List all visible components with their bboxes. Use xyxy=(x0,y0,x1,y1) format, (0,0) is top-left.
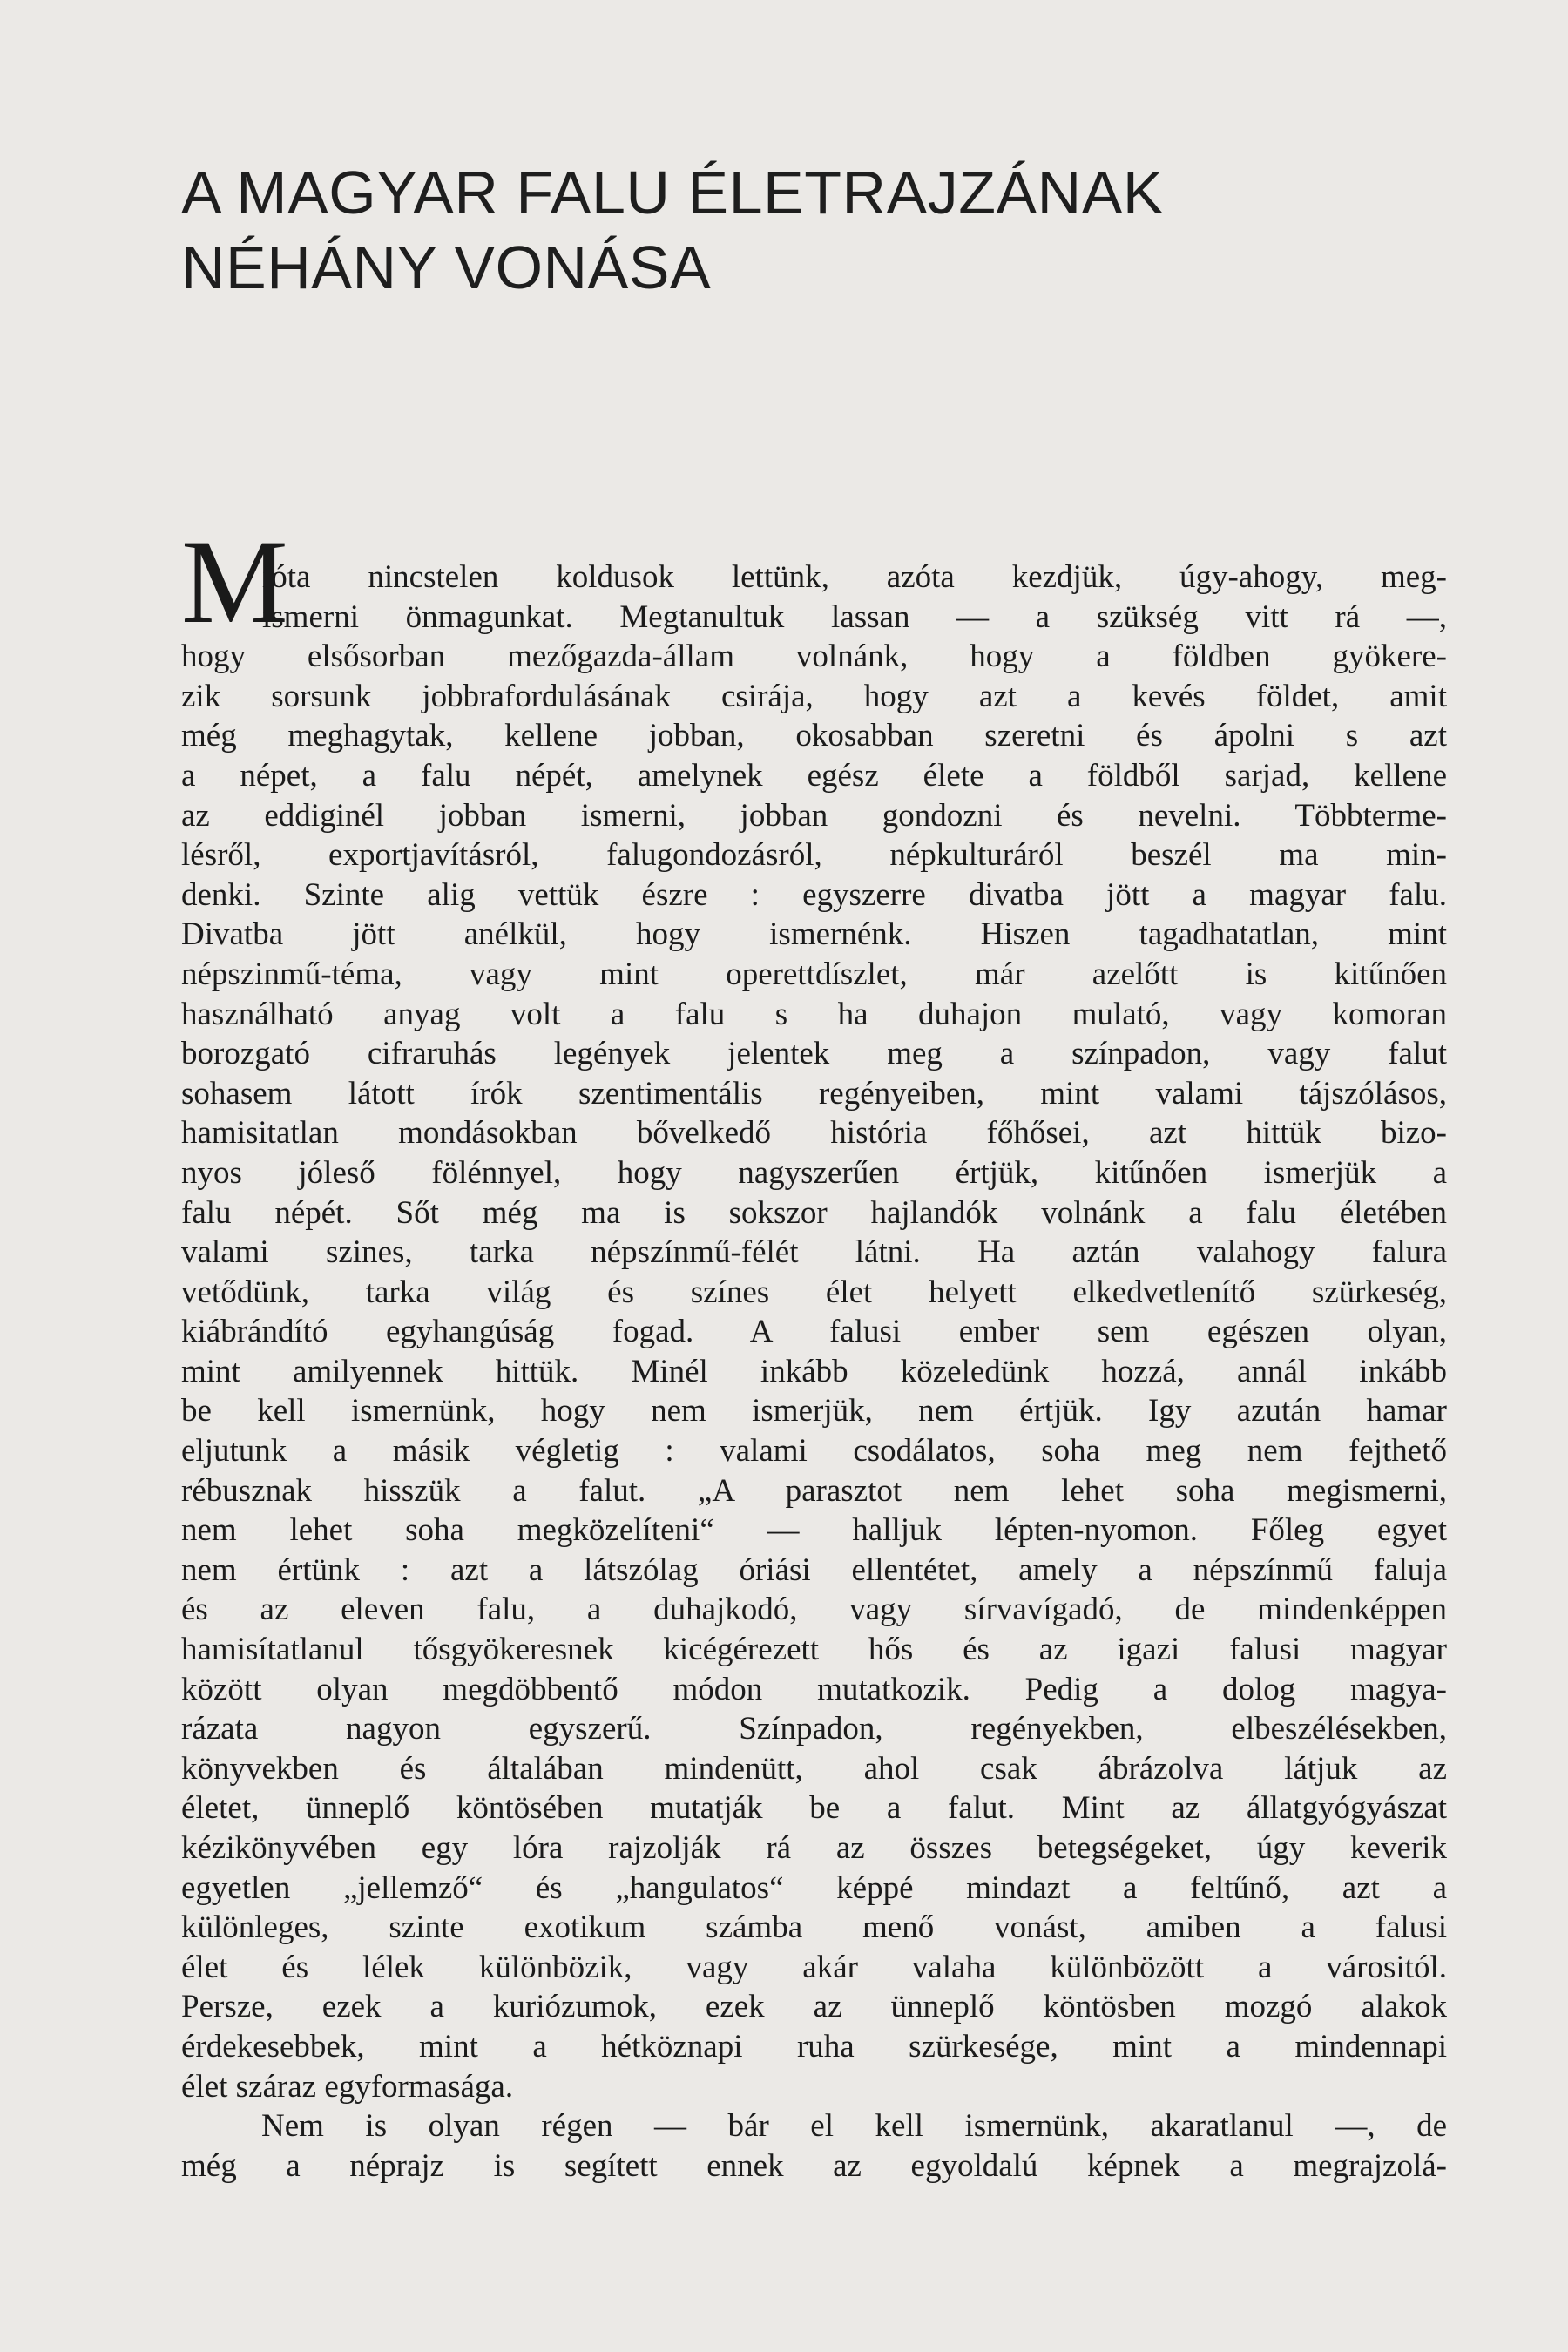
text-line: kiábrándító egyhangúság fogad. A falusi ember sem egészen olyan, xyxy=(181,1314,1447,1350)
text-line: zik sorsunk jobbrafordulásának csirája, hogy azt a kevés földet, amit xyxy=(181,678,1447,714)
text-line: élet és lélek különbözik, vagy akár valaha különbözött a várositól. xyxy=(181,1949,1447,1985)
text-line: ismerni önmagunkat. Megtanultuk lassan — a szükség vitt rá —, xyxy=(262,598,1447,635)
chapter-title xyxy=(181,155,1164,305)
text-line: nem értünk : azt a látszólag óriási ellentétet, amely a népszínmű faluja xyxy=(181,1551,1447,1588)
opening-paragraph xyxy=(181,515,1447,648)
text-line: hamisítatlanul tősgyökeresnek kicégérezett hős és az igazi falusi magyar xyxy=(181,1632,1447,1668)
text-line: Persze, ezek a kuriózumok, ezek az ünneplő köntösben mozgó alakok xyxy=(181,1989,1447,2025)
chapter-title-line-2: NÉHÁNY VONÁSA xyxy=(181,233,712,301)
text-line: hamisitatlan mondásokban bővelkedő história főhősei, azt hittük bizo- xyxy=(181,1115,1447,1152)
text-line: ióta nincstelen koldusok lettünk, azóta kezdjük, úgy-ahogy, meg- xyxy=(262,559,1447,595)
text-line: könyvekben és általában mindenütt, ahol csak ábrázolva látjuk az xyxy=(181,1750,1447,1787)
text-line: élet száraz egyformasága. xyxy=(181,2068,514,2105)
text-line: népszinmű-téma, vagy mint operettdíszlet, már azelőtt is kitűnően xyxy=(181,956,1447,992)
text-line: az eddiginél jobban ismerni, jobban gondozni és nevelni. Többterme- xyxy=(181,797,1447,834)
text-line: valami szines, tarka népszínmű-félét látni. Ha aztán valahogy falura xyxy=(181,1234,1447,1271)
text-line: életet, ünneplő köntösében mutatják be a falut. Mint az állatgyógyászat xyxy=(181,1790,1447,1827)
text-line: nem lehet soha megközelíteni“ — halljuk lépten-nyomon. Főleg egyet xyxy=(181,1512,1447,1549)
text-line: mint amilyennek hittük. Minél inkább közeledünk hozzá, annál inkább xyxy=(181,1353,1447,1389)
text-line: érdekesebbek, mint a hétköznapi ruha szürkesége, mint a mindennapi xyxy=(181,2028,1447,2065)
text-line: Divatba jött anélkül, hogy ismernénk. Hiszen tagadhatatlan, mint xyxy=(181,916,1447,953)
text-line: a népet, a falu népét, amelynek egész élete a földből sarjad, kellene xyxy=(181,757,1447,794)
text-line: hogy elsősorban mezőgazda-állam volnánk, hogy a földben gyökere- xyxy=(181,639,1447,675)
text-line: kézikönyvében egy lóra rajzolják rá az összes betegségeket, úgy keverik xyxy=(181,1830,1447,1866)
text-line: és az eleven falu, a duhajkodó, vagy sírvavígadó, de mindenképpen xyxy=(181,1592,1447,1628)
text-line: még meghagytak, kellene jobban, okosabban szeretni és ápolni s azt xyxy=(181,718,1447,754)
text-line: vetődünk, tarka világ és színes élet helyett elkedvetlenítő szürkeség, xyxy=(181,1274,1447,1310)
text-line: falu népét. Sőt még ma is sokszor hajlandók volnánk a falu életében xyxy=(181,1194,1447,1231)
text-line: be kell ismernünk, hogy nem ismerjük, nem értjük. Igy azután hamar xyxy=(181,1393,1447,1429)
text-line: rébusznak hisszük a falut. „A parasztot nem lehet soha megismerni, xyxy=(181,1472,1447,1509)
text-line: használható anyag volt a falu s ha duhajon mulató, vagy komoran xyxy=(181,996,1447,1032)
text-line: még a néprajz is segített ennek az egyoldalú képnek a megrajzolá- xyxy=(181,2147,1447,2184)
text-line: borozgató cifraruhás legények jelentek meg a színpadon, vagy falut xyxy=(181,1036,1447,1072)
text-line: különleges, szinte exotikum számba menő vonást, amiben a falusi xyxy=(181,1909,1447,1946)
drop-cap-letter: M xyxy=(181,515,288,648)
text-line: Nem is olyan régen — bár el kell ismernünk, akaratlanul —, de xyxy=(261,2108,1447,2145)
text-line: között olyan megdöbbentő módon mutatkozik. Pedig a dolog magya- xyxy=(181,1671,1447,1707)
text-line: egyetlen „jellemző“ és „hangulatos“ képpé mindazt a feltűnő, azt a xyxy=(181,1869,1447,1906)
chapter-title-line-1: A MAGYAR FALU ÉLETRAJZÁNAK xyxy=(181,159,1165,226)
text-line: eljutunk a másik végletig : valami csodálatos, soha meg nem fejthető xyxy=(181,1433,1447,1470)
article-body xyxy=(181,515,1447,2186)
text-line: rázata nagyon egyszerű. Színpadon, regényekben, elbeszélésekben, xyxy=(181,1711,1447,1747)
text-line: sohasem látott írók szentimentális regényeiben, mint valami tájszólásos, xyxy=(181,1075,1447,1112)
text-line: denki. Szinte alig vettük észre : egyszerre divatba jött a magyar falu. xyxy=(181,876,1447,913)
text-line: lésről, exportjavításról, falugondozásról, népkulturáról beszél ma min- xyxy=(181,837,1447,874)
text-line: nyos jóleső fölénnyel, hogy nagyszerűen értjük, kitűnően ismerjük a xyxy=(181,1154,1447,1191)
